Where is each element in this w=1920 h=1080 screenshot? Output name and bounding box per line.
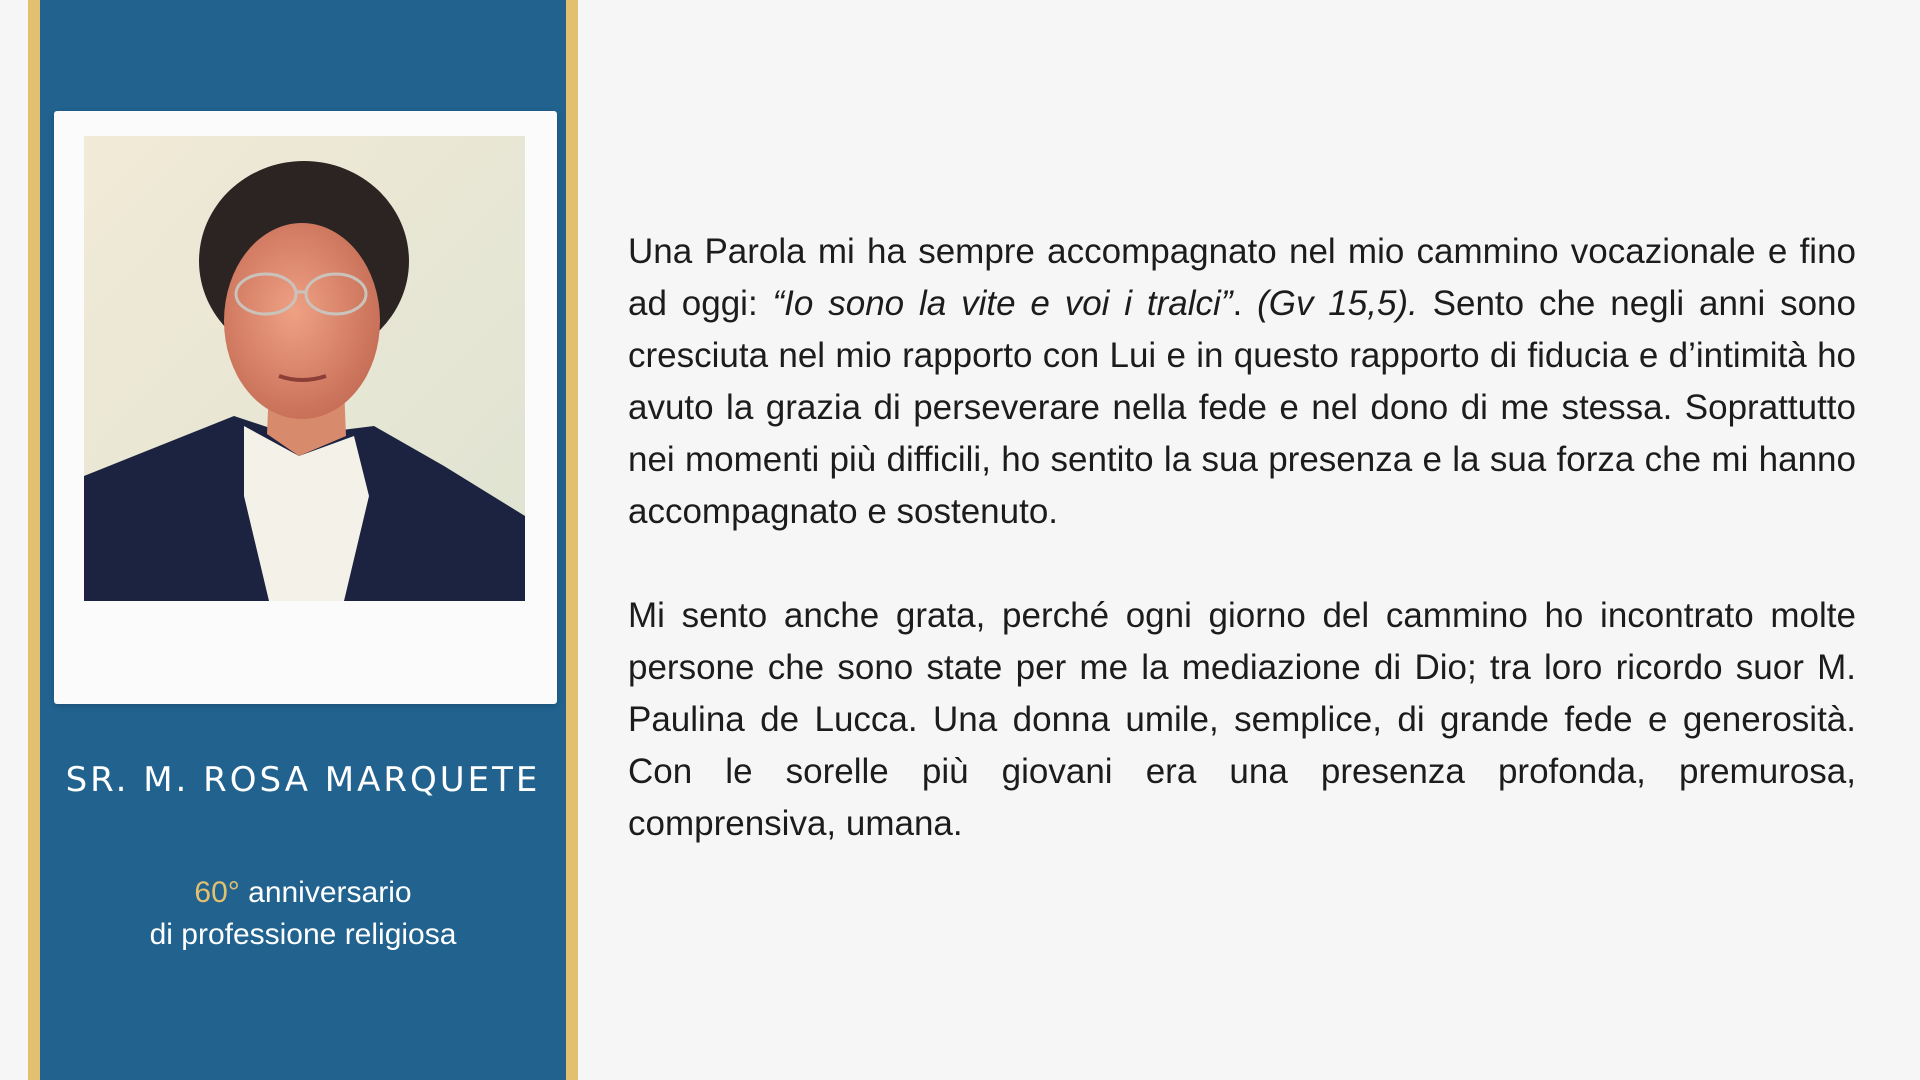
scripture-reference: (Gv 15,5). (1257, 284, 1418, 323)
paragraph-1-rest: Sento che negli anni sono cresciuta nel mio rapporto con Lui e in questo rapporto di fiducia e d’intimità ho avuto la grazia di perseverare nella fede e nel dono di me stessa. Soprattutto nei momenti più difficili, ho sentito la sua presenza e la sua forza che mi hanno accompagnato e sostenuto. (628, 284, 1856, 531)
portrait-photo (84, 136, 525, 601)
paragraph-2: Mi sento anche grata, perché ogni giorno del cammino ho incontrato molte persone che sono state per me la mediazione di Dio; tra loro ricordo suor M. Paulina de Lucca. Una donna umile, semplice, di grande fede e generosità. Con le sorelle più giovani era una presenza profonda, premurosa, comprensiva, umana. (628, 596, 1856, 843)
profile-name: SR. M. ROSA MARQUETE (65, 760, 541, 800)
anniversary-label: anniversario (239, 876, 412, 909)
anniversary-line2: di professione religiosa (149, 918, 457, 951)
anniversary-text (40, 872, 566, 956)
paragraph-1 (628, 226, 1856, 538)
scripture-quote: “Io sono la vite e voi i tralci” (772, 284, 1233, 323)
polaroid-frame (54, 111, 557, 704)
anniversary-line1 (40, 872, 566, 914)
paragraph-1-intro: Una Parola mi ha sempre accompagnato nel mio cammino vocazionale e fino ad oggi: (628, 232, 1856, 323)
anniversary-number: 60° (194, 876, 240, 909)
testimony-text (628, 226, 1856, 850)
quote-separator: . (1232, 284, 1258, 323)
portrait-illustration (84, 136, 525, 601)
